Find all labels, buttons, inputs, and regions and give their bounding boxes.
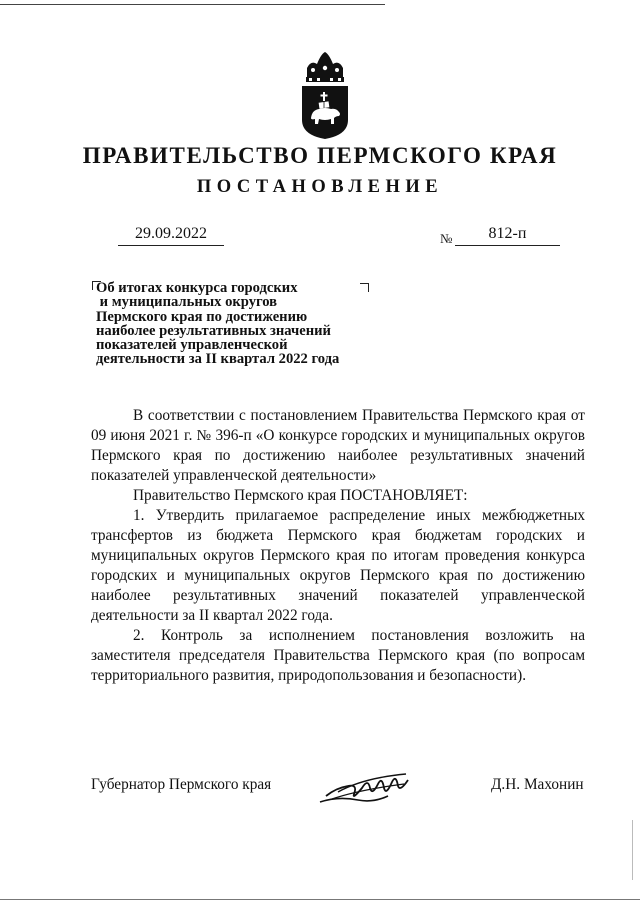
perm-krai-coat-of-arms-icon — [299, 50, 351, 140]
signatory-title: Губернатор Пермского края — [91, 776, 272, 793]
body-paragraph: 2. Контроль за исполнением постановления возложить на заместителя председателя Правительства Пермского края (по вопросам территориального развития, природопользования и безопасности). — [91, 627, 585, 684]
signatory-name: Д.Н. Махонин — [491, 776, 584, 793]
body-paragraph: Правительство Пермского края ПОСТАНОВЛЯЕТ: — [133, 487, 468, 504]
top-rule — [0, 4, 385, 5]
bottom-rule — [0, 899, 640, 900]
handwritten-signature-icon — [318, 766, 412, 808]
organization-title: ПРАВИТЕЛЬСТВО ПЕРМСКОГО КРАЯ — [82, 143, 558, 168]
document-body — [91, 406, 585, 686]
document-type: ПОСТАНОВЛЕНИЕ — [196, 177, 444, 197]
document-date: 29.09.2022 — [118, 225, 224, 246]
body-paragraph: В соответствии с постановлением Правительства Пермского края от 09 июня 2021 г. № 396-п «О конкурсе городских и муниципальных округов Пермского края по достижению наиболее результативных значений показателей управленческой деятельности» — [91, 407, 585, 484]
document-subject: Об итогах конкурса городских и муниципальных округов Пермского края по достижению наиболее результативных значений показателей управленческой деятельности за II квартал 2022 года — [96, 280, 340, 368]
number-sign: № — [440, 231, 453, 246]
scan-edge-line — [632, 820, 633, 880]
document-number: 812-п — [455, 225, 560, 246]
body-paragraph: 1. Утвердить прилагаемое распределение иных межбюджетных трансфертов из бюджета Пермского края бюджетам городских и муниципальных округов Пермского края по итогам проведения конкурса городских и муниципальных округов Пермского края по достижению наиболее результативных значений показателей управленческой деятельности за II квартал 2022 года. — [91, 507, 585, 624]
